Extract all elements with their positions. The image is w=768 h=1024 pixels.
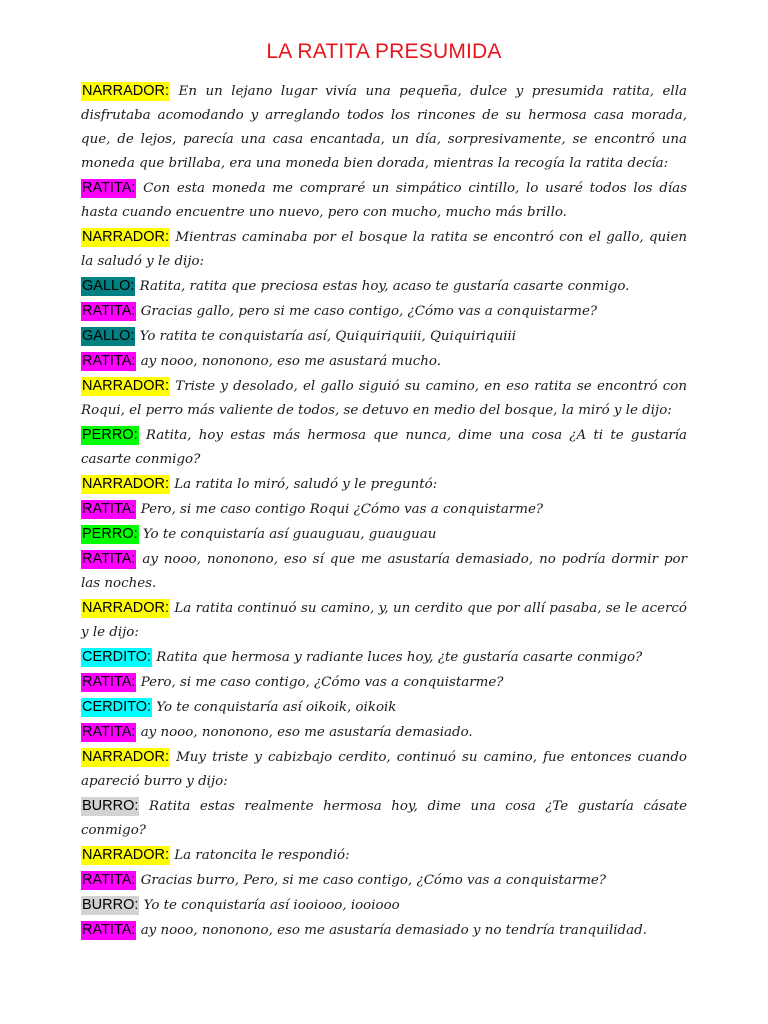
dialogue-text: Ratita, hoy estas más hermosa que nunca, dime una cosa ¿A ti te gustaría casarte conmigo? (81, 428, 687, 467)
dialogue-line (81, 645, 687, 670)
speaker-label: CERDITO: (82, 649, 152, 665)
speaker-label: BURRO: (82, 798, 139, 814)
dialogue-text: Gracias gallo, pero si me caso contigo, ¿Cómo vas a conquistarme? (136, 304, 598, 319)
dialogue-line (81, 176, 687, 225)
dialogue-text: Pero, si me caso contigo, ¿Cómo vas a conquistarme? (136, 675, 504, 690)
dialogue-text: ay nooo, nononono, eso me asustará mucho. (136, 354, 441, 369)
dialogue-line (81, 522, 687, 547)
dialogue-text: Ratita estas realmente hermosa hoy, dime una cosa ¿Te gustaría cásate conmigo? (81, 799, 687, 838)
speaker-label: NARRADOR: (82, 749, 170, 765)
dialogue-line (81, 843, 687, 868)
dialogue-line (81, 472, 687, 497)
dialogue-line (81, 670, 687, 695)
dialogue-line (81, 794, 687, 843)
dialogue-line (81, 374, 687, 423)
dialogue-text: Yo ratita te conquistaría así, Quiquiriquiii, Quiquiriquiii (135, 329, 517, 344)
dialogue-line (81, 720, 687, 745)
dialogue-text: ay nooo, nononono, eso me asustaría demasiado. (136, 725, 473, 740)
dialogue-text: Gracias burro, Pero, si me caso contigo, ¿Cómo vas a conquistarme? (136, 873, 607, 888)
speaker-label: RATITA: (82, 872, 136, 888)
dialogue-text: La ratita continuó su camino, y, un cerdito que por allí pasaba, se le acercó y le dijo: (81, 601, 687, 640)
speaker-label: CERDITO: (82, 699, 152, 715)
dialogue-line (81, 299, 687, 324)
speaker-label: RATITA: (82, 674, 136, 690)
dialogue-text: Con esta moneda me compraré un simpático cintillo, lo usaré todos los días hasta cuando encuentre uno nuevo, pero con mucho, mucho más brillo. (81, 181, 687, 220)
dialogue-text: La ratita lo miró, saludó y le preguntó: (170, 477, 438, 492)
speaker-label: RATITA: (82, 303, 136, 319)
dialogue-line (81, 893, 687, 918)
speaker-label: RATITA: (82, 180, 136, 196)
dialogue-line (81, 79, 687, 176)
speaker-label: RATITA: (82, 353, 136, 369)
script-body (81, 79, 687, 943)
dialogue-line (81, 324, 687, 349)
speaker-label: NARRADOR: (82, 378, 170, 394)
dialogue-text: Muy triste y cabizbajo cerdito, continuó su camino, fue entonces cuando apareció burro y dijo: (81, 750, 687, 789)
dialogue-text: Yo te conquistaría así iooiooo, iooiooo (139, 898, 400, 913)
dialogue-line (81, 225, 687, 274)
speaker-label: RATITA: (82, 551, 136, 567)
dialogue-text: La ratoncita le respondió: (170, 848, 350, 863)
dialogue-text: ay nooo, nononono, eso me asustaría demasiado y no tendría tranquilidad. (136, 923, 647, 938)
speaker-label: GALLO: (82, 328, 135, 344)
speaker-label: RATITA: (82, 724, 136, 740)
speaker-label: NARRADOR: (82, 229, 170, 245)
dialogue-text: Yo te conquistaría así oikoik, oikoik (152, 700, 397, 715)
speaker-label: RATITA: (82, 501, 136, 517)
speaker-label: NARRADOR: (82, 83, 170, 99)
dialogue-line (81, 547, 687, 596)
page-title: LA RATITA PRESUMIDA (266, 40, 502, 63)
dialogue-line (81, 274, 687, 299)
dialogue-line (81, 349, 687, 374)
speaker-label: RATITA: (82, 922, 136, 938)
speaker-label: PERRO: (82, 526, 138, 542)
dialogue-line (81, 695, 687, 720)
dialogue-line (81, 868, 687, 893)
speaker-label: NARRADOR: (82, 476, 170, 492)
dialogue-text: ay nooo, nononono, eso sí que me asustaría demasiado, no podría dormir por las noches. (81, 552, 687, 591)
dialogue-text: Pero, si me caso contigo Roqui ¿Cómo vas a conquistarme? (136, 502, 544, 517)
dialogue-line (81, 745, 687, 794)
speaker-label: NARRADOR: (82, 600, 170, 616)
speaker-label: BURRO: (82, 897, 139, 913)
dialogue-text: Ratita, ratita que preciosa estas hoy, acaso te gustaría casarte conmigo. (135, 279, 630, 294)
dialogue-line (81, 497, 687, 522)
dialogue-text: Ratita que hermosa y radiante luces hoy, ¿te gustaría casarte conmigo? (152, 650, 643, 665)
dialogue-text: Yo te conquistaría así guauguau, guauguau (138, 527, 437, 542)
speaker-label: PERRO: (82, 427, 138, 443)
dialogue-line (81, 918, 687, 943)
speaker-label: GALLO: (82, 278, 135, 294)
dialogue-line (81, 423, 687, 472)
dialogue-text: Mientras caminaba por el bosque la ratita se encontró con el gallo, quien la saludó y le dijo: (81, 230, 687, 269)
dialogue-text: Triste y desolado, el gallo siguió su camino, en eso ratita se encontró con Roqui, el perro más valiente de todos, se detuvo en medio del bosque, la miró y le dijo: (81, 379, 687, 418)
speaker-label: NARRADOR: (82, 847, 170, 863)
dialogue-line (81, 596, 687, 645)
dialogue-text: En un lejano lugar vivía una pequeña, dulce y presumida ratita, ella disfrutaba acomodando y arreglando todos los rincones de su hermosa casa morada, que, de lejos, parecía una casa encantada, un día, sorpresivamente, se encontró una moneda que brillaba, era una moneda bien dorada, mientras la recogía la ratita decía: (81, 84, 687, 171)
